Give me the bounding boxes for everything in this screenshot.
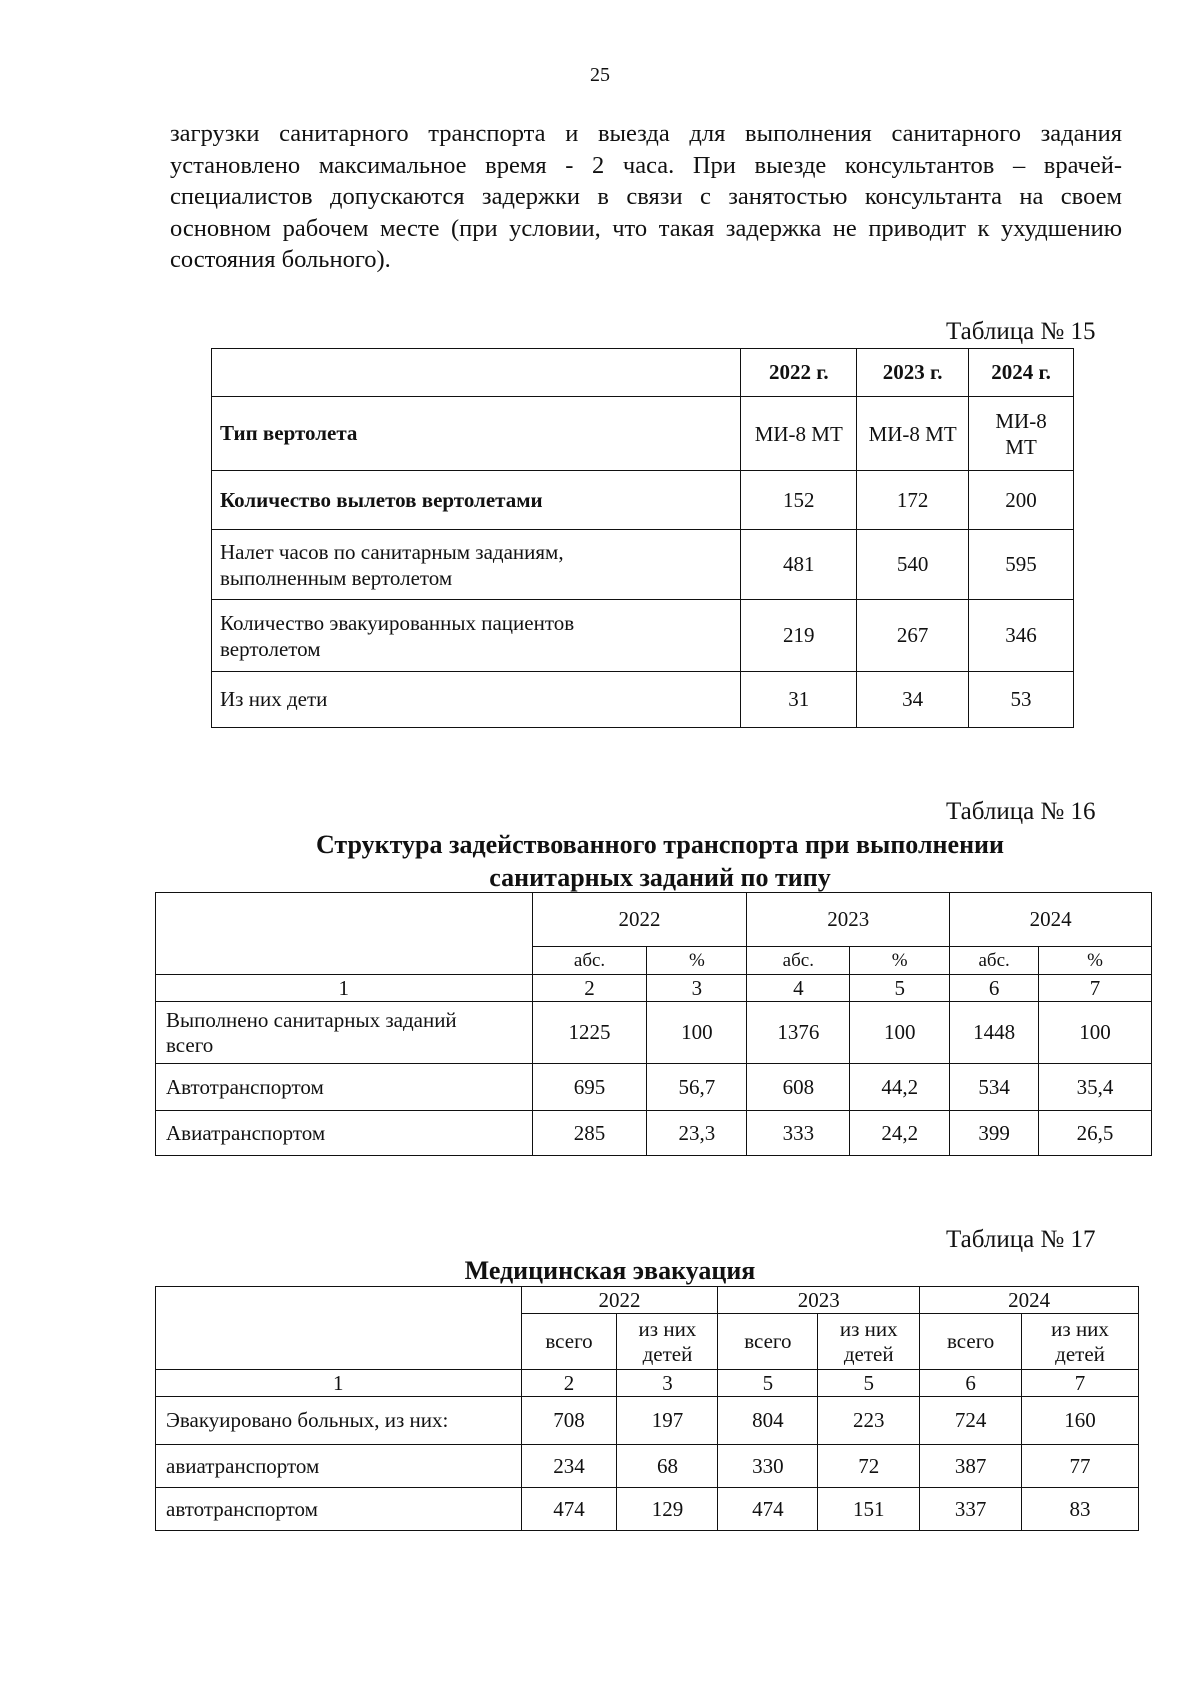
column-number: 1 bbox=[156, 975, 533, 1002]
table-cell: 152 bbox=[741, 471, 857, 530]
subheader: % bbox=[850, 947, 950, 975]
table-cell: 34 bbox=[857, 672, 969, 728]
table-row bbox=[156, 1111, 1152, 1156]
table-cell: 333 bbox=[747, 1111, 850, 1156]
row-label: Авиатранспортом bbox=[156, 1111, 533, 1156]
row-label: Автотранспортом bbox=[156, 1064, 533, 1111]
table-cell: 35,4 bbox=[1039, 1064, 1152, 1111]
table-cell: 346 bbox=[969, 600, 1074, 672]
subheader: абс. bbox=[950, 947, 1039, 975]
year-header: 2024 г. bbox=[969, 349, 1074, 397]
table-cell: 285 bbox=[532, 1111, 647, 1156]
table-cell: 337 bbox=[920, 1488, 1022, 1531]
table-cell: 172 bbox=[857, 471, 969, 530]
table-cell: МИ-8 МТ bbox=[741, 397, 857, 471]
table-cell: 708 bbox=[521, 1397, 617, 1445]
table-cell: 695 bbox=[532, 1064, 647, 1111]
table-cell: 540 bbox=[857, 530, 969, 600]
row-label: автотранспортом bbox=[156, 1488, 522, 1531]
table-cell bbox=[156, 1287, 522, 1370]
table-cell: 23,3 bbox=[647, 1111, 747, 1156]
column-number: 6 bbox=[950, 975, 1039, 1002]
table-row bbox=[212, 530, 1074, 600]
page-number: 25 bbox=[590, 64, 610, 86]
table-row bbox=[212, 349, 1074, 397]
row-label: Из них дети bbox=[212, 672, 741, 728]
year-header: 2023 г. bbox=[857, 349, 969, 397]
year-header: 2022 bbox=[521, 1287, 718, 1314]
table-cell: 330 bbox=[718, 1445, 818, 1488]
column-number: 1 bbox=[156, 1370, 522, 1397]
subheader: из них детей bbox=[818, 1314, 920, 1370]
subheader: всего bbox=[920, 1314, 1022, 1370]
column-number: 6 bbox=[920, 1370, 1022, 1397]
column-number: 2 bbox=[521, 1370, 617, 1397]
table16-title: Структура задействованного транспорта при выполнении санитарных заданий по типу bbox=[315, 830, 1005, 892]
row-label: Выполнено санитарных заданий всего bbox=[156, 1002, 533, 1064]
table-cell: 595 bbox=[969, 530, 1074, 600]
table-row bbox=[156, 893, 1152, 947]
table-cell: 24,2 bbox=[850, 1111, 950, 1156]
table-cell: 68 bbox=[617, 1445, 718, 1488]
table-cell: 100 bbox=[1039, 1002, 1152, 1064]
table-row bbox=[156, 975, 1152, 1002]
table17-title: Медицинская эвакуация bbox=[464, 1256, 756, 1285]
table-cell: 1225 bbox=[532, 1002, 647, 1064]
table17 bbox=[155, 1286, 1139, 1531]
table-cell: 804 bbox=[718, 1397, 818, 1445]
row-label: Тип вертолета bbox=[212, 397, 741, 471]
table16 bbox=[155, 892, 1152, 1156]
table-cell: 223 bbox=[818, 1397, 920, 1445]
table-cell: 608 bbox=[747, 1064, 850, 1111]
year-header: 2022 bbox=[532, 893, 747, 947]
table-row bbox=[212, 672, 1074, 728]
table-row bbox=[156, 1488, 1139, 1531]
table-cell: 1448 bbox=[950, 1002, 1039, 1064]
column-number: 2 bbox=[532, 975, 647, 1002]
table-cell: 56,7 bbox=[647, 1064, 747, 1111]
table-cell bbox=[156, 893, 533, 975]
table-cell: МИ-8 МТ bbox=[969, 397, 1074, 471]
subheader: абс. bbox=[747, 947, 850, 975]
table-cell: 234 bbox=[521, 1445, 617, 1488]
table16-caption: Таблица № 16 bbox=[946, 798, 1096, 825]
subheader: абс. bbox=[532, 947, 647, 975]
table-cell: 534 bbox=[950, 1064, 1039, 1111]
table-cell: 151 bbox=[818, 1488, 920, 1531]
subheader: всего bbox=[718, 1314, 818, 1370]
column-number: 7 bbox=[1039, 975, 1152, 1002]
table-cell: 44,2 bbox=[850, 1064, 950, 1111]
table15-caption: Таблица № 15 bbox=[946, 318, 1096, 345]
subheader: из них детей bbox=[1022, 1314, 1139, 1370]
column-number: 4 bbox=[747, 975, 850, 1002]
table-cell bbox=[212, 349, 741, 397]
table-row bbox=[212, 600, 1074, 672]
table-cell: 1376 bbox=[747, 1002, 850, 1064]
table-row bbox=[212, 471, 1074, 530]
table-cell: 100 bbox=[850, 1002, 950, 1064]
table-cell: 83 bbox=[1022, 1488, 1139, 1531]
table-cell: 474 bbox=[718, 1488, 818, 1531]
row-label: Количество эвакуированных пациентов вертолетом bbox=[212, 600, 741, 672]
table-row bbox=[156, 1064, 1152, 1111]
year-header: 2024 bbox=[950, 893, 1152, 947]
column-number: 5 bbox=[818, 1370, 920, 1397]
table-cell: 100 bbox=[647, 1002, 747, 1064]
table-cell: 197 bbox=[617, 1397, 718, 1445]
row-label: Количество вылетов вертолетами bbox=[212, 471, 741, 530]
year-header: 2023 bbox=[718, 1287, 920, 1314]
table-cell: 481 bbox=[741, 530, 857, 600]
subheader: из них детей bbox=[617, 1314, 718, 1370]
row-label: авиатранспортом bbox=[156, 1445, 522, 1488]
table-cell: 267 bbox=[857, 600, 969, 672]
column-number: 5 bbox=[850, 975, 950, 1002]
table-cell: 160 bbox=[1022, 1397, 1139, 1445]
table-row bbox=[156, 1397, 1139, 1445]
table-cell: 77 bbox=[1022, 1445, 1139, 1488]
subheader: % bbox=[647, 947, 747, 975]
table-cell: 72 bbox=[818, 1445, 920, 1488]
table-row bbox=[156, 1445, 1139, 1488]
year-header: 2023 bbox=[747, 893, 950, 947]
table15 bbox=[211, 348, 1074, 728]
subheader: всего bbox=[521, 1314, 617, 1370]
column-number: 3 bbox=[617, 1370, 718, 1397]
table-cell: 53 bbox=[969, 672, 1074, 728]
table-cell: 200 bbox=[969, 471, 1074, 530]
table-cell: 31 bbox=[741, 672, 857, 728]
table-cell: 26,5 bbox=[1039, 1111, 1152, 1156]
table-row bbox=[156, 1370, 1139, 1397]
intro-paragraph: загрузки санитарного транспорта и выезда для выполнения санитарного задания установлено максимальное время - 2 часа. При выезде консультантов – врачей-специалистов допускаются задержки в связи с занятостью консультанта на своем основном рабочем месте (при условии, что такая задержка не приводит к ухудшению состояния больного). bbox=[170, 120, 1122, 273]
subheader: % bbox=[1039, 947, 1152, 975]
table17-caption: Таблица № 17 bbox=[946, 1226, 1096, 1253]
row-label: Налет часов по санитарным заданиям, выполненным вертолетом bbox=[212, 530, 741, 600]
table-cell: 387 bbox=[920, 1445, 1022, 1488]
table-cell: 129 bbox=[617, 1488, 718, 1531]
column-number: 3 bbox=[647, 975, 747, 1002]
column-number: 7 bbox=[1022, 1370, 1139, 1397]
year-header: 2024 bbox=[920, 1287, 1139, 1314]
table-row bbox=[156, 1002, 1152, 1064]
column-number: 5 bbox=[718, 1370, 818, 1397]
table-row bbox=[156, 1287, 1139, 1314]
table-cell: 724 bbox=[920, 1397, 1022, 1445]
table-row bbox=[212, 397, 1074, 471]
row-label: Эвакуировано больных, из них: bbox=[156, 1397, 522, 1445]
table-cell: 399 bbox=[950, 1111, 1039, 1156]
table-cell: МИ-8 МТ bbox=[857, 397, 969, 471]
table-cell: 219 bbox=[741, 600, 857, 672]
table-cell: 474 bbox=[521, 1488, 617, 1531]
year-header: 2022 г. bbox=[741, 349, 857, 397]
